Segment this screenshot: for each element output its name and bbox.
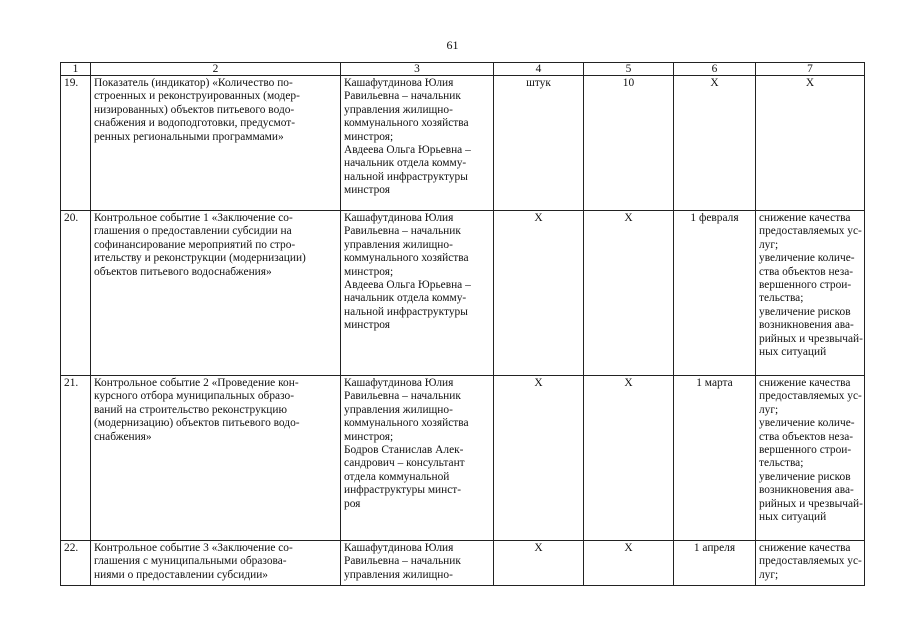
risk-cell-line: предоставляемых ус- bbox=[759, 390, 862, 403]
responsible-person-line: Равильевна – начальник bbox=[344, 555, 461, 568]
risk-cell bbox=[756, 211, 865, 376]
responsible-person bbox=[341, 76, 494, 211]
responsible-person-line: управления жилищно- bbox=[344, 238, 453, 251]
responsible-person-line: управления жилищно- bbox=[344, 568, 453, 581]
value-cell: 10 bbox=[584, 76, 674, 211]
risk-cell-line: ных ситуаций bbox=[759, 346, 827, 359]
header-cell-3: 3 bbox=[341, 63, 494, 76]
risk-cell-line: вершенного строи- bbox=[759, 444, 852, 457]
event-description bbox=[91, 541, 341, 586]
responsible-person-line: Кашафутдинова Юлия bbox=[344, 542, 454, 554]
event-description-line: снабжения и водоподготовки, предусмот- bbox=[94, 117, 296, 130]
deadline-cell: 1 февраля bbox=[674, 211, 756, 376]
risk-cell-line: увеличение количе- bbox=[759, 252, 855, 265]
event-description-line: (модернизацию) объектов питьевого водо- bbox=[94, 417, 300, 430]
page-number: 61 bbox=[446, 38, 459, 52]
event-description bbox=[91, 76, 341, 211]
risk-cell-line: возникновения ава- bbox=[759, 484, 854, 497]
event-description-line: объектов питьевого водоснабжения» bbox=[94, 265, 272, 278]
risk-cell-line: снижение качества bbox=[759, 212, 851, 224]
risk-cell-line: снижение качества bbox=[759, 377, 851, 389]
event-description-line: Контрольное событие 2 «Проведение кон- bbox=[94, 377, 299, 389]
responsible-person-line: сандрович – консультант bbox=[344, 457, 465, 470]
deadline-cell: 1 марта bbox=[674, 376, 756, 541]
unit-cell: X bbox=[494, 541, 584, 586]
responsible-person-line: нальной инфраструктуры bbox=[344, 170, 468, 183]
risk-cell-line: рийных и чрезвычай- bbox=[759, 332, 863, 345]
event-description bbox=[91, 211, 341, 376]
table-row bbox=[61, 76, 865, 211]
table-body bbox=[61, 63, 865, 586]
row-number: 20. bbox=[61, 211, 91, 376]
event-description-line: курсного отбора муниципальных образо- bbox=[94, 390, 295, 403]
responsible-person-line: управления жилищно- bbox=[344, 403, 453, 416]
responsible-person-line: нальной инфраструктуры bbox=[344, 305, 468, 318]
risk-cell-line: возникновения ава- bbox=[759, 319, 854, 332]
responsible-person-line: минстроя bbox=[344, 319, 390, 332]
unit-cell: X bbox=[494, 376, 584, 541]
responsible-person bbox=[341, 211, 494, 376]
risk-cell-line: увеличение рисков bbox=[759, 305, 851, 318]
table-row bbox=[61, 211, 865, 376]
event-description-line: ниями о предоставлении субсидии» bbox=[94, 568, 269, 581]
event-description-line: Контрольное событие 3 «Заключение со- bbox=[94, 542, 293, 554]
event-description bbox=[91, 376, 341, 541]
responsible-person-line: Бодров Станислав Алек- bbox=[344, 444, 464, 457]
event-description-line: глашения с муниципальными образова- bbox=[94, 555, 287, 568]
header-cell-6: 6 bbox=[674, 63, 756, 76]
table-row bbox=[61, 376, 865, 541]
risk-cell-line: луг; bbox=[759, 403, 779, 416]
responsible-person-line: начальник отдела комму- bbox=[344, 157, 467, 170]
event-description-line: Контрольное событие 1 «Заключение со- bbox=[94, 212, 293, 224]
risk-cell-line: ства объектов неза- bbox=[759, 430, 854, 443]
value-cell: X bbox=[584, 211, 674, 376]
responsible-person-line: Авдеева Ольга Юрьевна – bbox=[344, 279, 471, 292]
responsible-person-line: Равильевна – начальник bbox=[344, 390, 461, 403]
risk-cell-line: предоставляемых ус- bbox=[759, 225, 862, 238]
event-description-line: глашения о предоставлении субсидии на bbox=[94, 225, 292, 238]
unit-cell: X bbox=[494, 211, 584, 376]
event-description-line: низированных) объектов питьевого водо- bbox=[94, 103, 295, 116]
responsible-person-line: Авдеева Ольга Юрьевна – bbox=[344, 144, 471, 157]
risk-cell bbox=[756, 376, 865, 541]
responsible-person-line: Кашафутдинова Юлия bbox=[344, 377, 454, 389]
responsible-person-line: Равильевна – начальник bbox=[344, 225, 461, 238]
risk-cell-line: снижение качества bbox=[759, 542, 851, 554]
responsible-person bbox=[341, 541, 494, 586]
risk-cell-line: тельства; bbox=[759, 457, 804, 470]
event-description-line: софинансирование мероприятий по стро- bbox=[94, 238, 296, 251]
responsible-person-line: коммунального хозяйства bbox=[344, 117, 469, 130]
risk-cell-line: луг; bbox=[759, 568, 779, 581]
responsible-person-line: отдела коммунальной bbox=[344, 470, 450, 483]
risk-cell-line: увеличение рисков bbox=[759, 470, 851, 483]
risk-cell-line: ства объектов неза- bbox=[759, 265, 854, 278]
responsible-person-line: коммунального хозяйства bbox=[344, 417, 469, 430]
unit-cell: штук bbox=[494, 76, 584, 211]
deadline-cell: X bbox=[674, 76, 756, 211]
responsible-person-line: управления жилищно- bbox=[344, 103, 453, 116]
plan-table bbox=[60, 62, 865, 586]
header-cell-1: 1 bbox=[61, 63, 91, 76]
responsible-person-line: Равильевна – начальник bbox=[344, 90, 461, 103]
value-cell: X bbox=[584, 541, 674, 586]
responsible-person-line: инфраструктуры минст- bbox=[344, 484, 462, 497]
risk-cell bbox=[756, 541, 865, 586]
risk-cell-line: тельства; bbox=[759, 292, 804, 305]
row-number: 22. bbox=[61, 541, 91, 586]
responsible-person-line: Кашафутдинова Юлия bbox=[344, 212, 454, 224]
responsible-person-line: минстроя; bbox=[344, 130, 394, 143]
row-number: 21. bbox=[61, 376, 91, 541]
table-row bbox=[61, 541, 865, 586]
header-row bbox=[61, 63, 865, 76]
risk-cell-line: рийных и чрезвычай- bbox=[759, 497, 863, 510]
responsible-person-line: минстроя; bbox=[344, 430, 394, 443]
responsible-person bbox=[341, 376, 494, 541]
risk-cell-line: луг; bbox=[759, 238, 779, 251]
event-description-line: ваний на строительство реконструкцию bbox=[94, 403, 288, 416]
responsible-person-line: роя bbox=[344, 497, 361, 510]
deadline-cell: 1 апреля bbox=[674, 541, 756, 586]
risk-cell-line: вершенного строи- bbox=[759, 279, 852, 292]
responsible-person-line: коммунального хозяйства bbox=[344, 252, 469, 265]
header-cell-5: 5 bbox=[584, 63, 674, 76]
responsible-person-line: минстроя; bbox=[344, 265, 394, 278]
risk-cell: X bbox=[756, 76, 865, 211]
header-cell-7: 7 bbox=[756, 63, 865, 76]
responsible-person-line: минстроя bbox=[344, 184, 390, 197]
risk-cell-line: ных ситуаций bbox=[759, 511, 827, 524]
header-cell-2: 2 bbox=[91, 63, 341, 76]
event-description-line: снабжения» bbox=[94, 430, 152, 443]
risk-cell-line: увеличение количе- bbox=[759, 417, 855, 430]
responsible-person-line: Кашафутдинова Юлия bbox=[344, 77, 454, 89]
responsible-person-line: начальник отдела комму- bbox=[344, 292, 467, 305]
value-cell: X bbox=[584, 376, 674, 541]
risk-cell-line: предоставляемых ус- bbox=[759, 555, 862, 568]
event-description-line: ренных региональными программами» bbox=[94, 130, 284, 143]
event-description-line: Показатель (индикатор) «Количество по- bbox=[94, 77, 293, 89]
event-description-line: строенных и реконструированных (модер- bbox=[94, 90, 300, 103]
event-description-line: ительству и реконструкции (модернизации) bbox=[94, 252, 306, 265]
row-number: 19. bbox=[61, 76, 91, 211]
header-cell-4: 4 bbox=[494, 63, 584, 76]
